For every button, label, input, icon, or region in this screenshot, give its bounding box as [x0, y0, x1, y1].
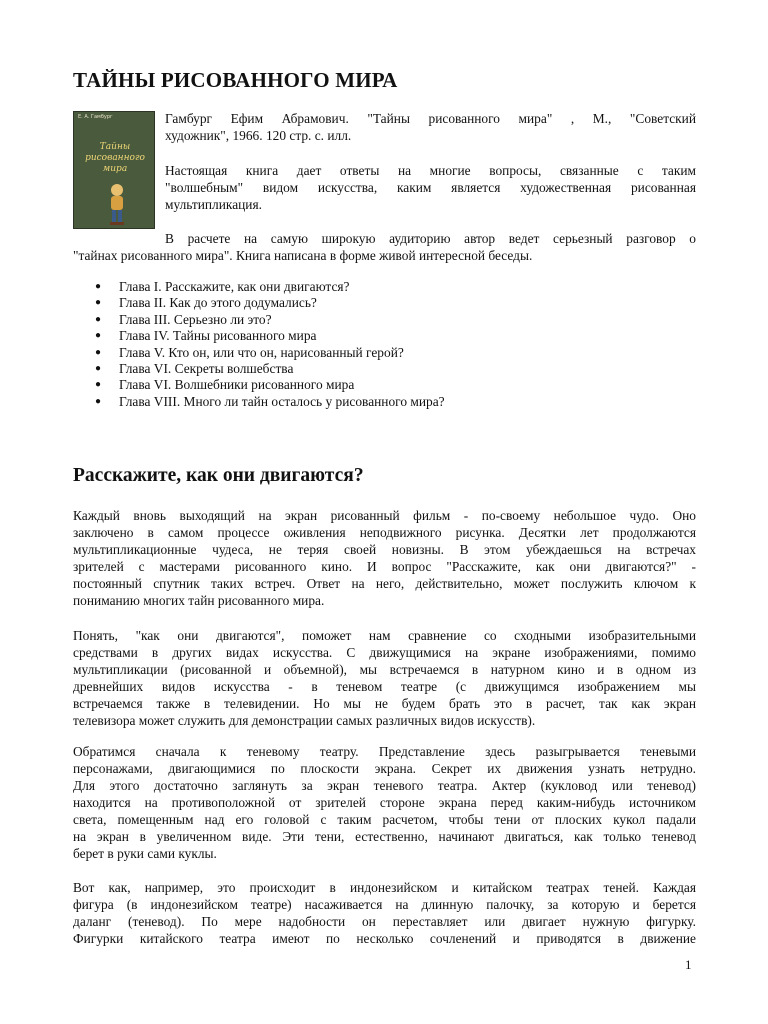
- bullet-icon: ●: [95, 313, 102, 325]
- chapter-label: Глава VI. Волшебники рисованного мира: [119, 377, 355, 393]
- body-paragraph-4: [73, 879, 696, 947]
- paragraph-line: зрителей с мастерами рисованного кино. И вопрос "Расскажите, как они двигаются?" -: [73, 559, 696, 574]
- chapter-label: Глава I. Расскажите, как они двигаются?: [119, 279, 350, 294]
- paragraph-line: пониманию многих тайн рисованного мира.: [73, 593, 325, 608]
- paragraph-line: встречаемся также в телевидении. Но мы не будем брать это в расчет, так как экран: [73, 696, 696, 711]
- chapter-item[interactable]: [95, 279, 445, 295]
- paragraph-line: Для этого достаточно заглянуть за экран теневого театра. Актер (кукловод или теневод): [73, 778, 696, 793]
- paragraph-line: Вот как, например, это происходит в индонезийском и китайском театрах теней. Каждая: [73, 880, 696, 895]
- cover-figure-illustration: [104, 182, 130, 226]
- paragraph-line: древнейших видов искусства - в теневом театре (с движущимся изображением мы: [73, 679, 696, 694]
- chapter-item[interactable]: [95, 295, 445, 311]
- paragraph-line: мультипликационные чудеса, не теряя своей новизны. В этом убеждаешься на встречах: [73, 542, 696, 557]
- chapter-item[interactable]: [95, 377, 445, 393]
- paragraph-line: постоянный спутник таких встреч. Ответ на него, действительно, может послужить ключом к: [73, 576, 696, 591]
- document-title: ТАЙНЫ РИСОВАННОГО МИРА: [73, 68, 398, 92]
- paragraph-line: Обратимся сначала к теневому театру. Представление здесь разыгрывается теневыми: [73, 744, 696, 759]
- book-audience-line: В расчете на самую широкую аудиторию автор ведет серьезный разговор о: [165, 231, 696, 246]
- chapter-item[interactable]: [95, 328, 445, 344]
- book-audience-line: "тайнах рисованного мира". Книга написана в форме живой интересной беседы.: [73, 248, 533, 263]
- paragraph-line: даланг (теневод). По мере надобности он переставляет или двигает нужную фигурку.: [73, 914, 696, 929]
- chapter-label: Глава VI. Секреты волшебства: [119, 361, 294, 377]
- paragraph-line: Понять, "как они двигаются", поможет нам сравнение со сходными изобразительными: [73, 628, 696, 643]
- book-description-line: "волшебным" видом искусства, каким является художественная рисованная: [165, 180, 696, 195]
- paragraph-line: персонажами, двигающимися по плоскости экрана. Секрет их движения узнать нетрудно.: [73, 761, 696, 776]
- bullet-icon: ●: [95, 281, 102, 292]
- paragraph-line: Каждый вновь выходящий на экран рисованный фильм - по-своему небольшое чудо. Оно: [73, 508, 696, 523]
- paragraph-line: мультипликации (рисованной и объемной), мы встречаемся в натурном кино и в одном из: [73, 662, 696, 677]
- book-description-line: Настоящая книга дает ответы на многие вопросы, связанные с таким: [165, 163, 696, 178]
- chapter-item[interactable]: [95, 361, 445, 377]
- bullet-icon: ●: [95, 346, 102, 358]
- body-paragraph-2: [73, 627, 696, 729]
- book-audience: [73, 230, 696, 264]
- paragraph-line: заключено в самом процессе оживления неподвижного рисунка. Десятки лет продолжаются: [73, 525, 696, 540]
- book-cover-image: [73, 111, 155, 229]
- bullet-icon: ●: [95, 297, 102, 309]
- paragraph-line: на экран в увеличенном виде. Эти тени, естественно, начинают двигаться, как только теневод: [73, 829, 696, 844]
- cover-title: [82, 142, 148, 175]
- paragraph-line: света, помещенным над его головой с таким расчетом, чтобы тени от плоских кукол падали: [73, 812, 696, 827]
- book-reference-line: Гамбург Ефим Абрамович. "Тайны рисованного мира" , М., "Советский: [165, 111, 696, 126]
- chapter-label: Глава VIII. Много ли тайн осталось у рисованного мира?: [119, 393, 445, 409]
- bullet-icon: ●: [95, 330, 102, 342]
- section-heading: Расскажите, как они двигаются?: [73, 465, 364, 486]
- book-description-line: мультипликация.: [165, 197, 262, 212]
- body-paragraph-1: [73, 507, 696, 609]
- page-number: 1: [685, 957, 692, 972]
- cover-title-line: рисованного: [85, 153, 145, 163]
- book-reference: [165, 110, 696, 144]
- cover-author: Е. А. Гамбург: [78, 114, 113, 120]
- paragraph-line: фигура (в индонезийском театре) насаживается на длинную палочку, за которую и берется: [73, 897, 696, 912]
- paragraph-line: находится на противоположной от зрителей стороне экрана перед каким-нибудь источником: [73, 795, 696, 810]
- body-paragraph-3: [73, 743, 696, 862]
- book-reference-line: художник", 1966. 120 стр. с. илл.: [165, 128, 352, 143]
- chapter-list: [95, 279, 445, 410]
- chapter-label: Глава III. Серьезно ли это?: [119, 311, 272, 327]
- cover-title-line: Тайны: [99, 142, 131, 152]
- chapter-label: Глава V. Кто он, или что он, нарисованный герой?: [119, 344, 404, 360]
- chapter-item[interactable]: [95, 312, 445, 328]
- cover-title-line: мира: [102, 164, 128, 174]
- bullet-icon: ●: [95, 379, 102, 391]
- book-description: [165, 162, 696, 213]
- bullet-icon: ●: [95, 395, 102, 407]
- paragraph-line: Фигурки китайского театра имеют по несколько сочленений и приводятся в движение: [73, 931, 696, 946]
- chapter-item[interactable]: [95, 394, 445, 410]
- chapter-item[interactable]: [95, 345, 445, 361]
- paragraph-line: средствами в других видах искусства. С движущимися на экране изображениями, помимо: [73, 645, 696, 660]
- chapter-label: Глава IV. Тайны рисованного мира: [119, 328, 317, 344]
- chapter-label: Глава II. Как до этого додумались?: [119, 295, 317, 311]
- paragraph-line: берет в руки сами куклы.: [73, 846, 217, 861]
- paragraph-line: телевизора может служить для демонстрации самых различных видов искусств).: [73, 713, 536, 728]
- bullet-icon: ●: [95, 363, 102, 375]
